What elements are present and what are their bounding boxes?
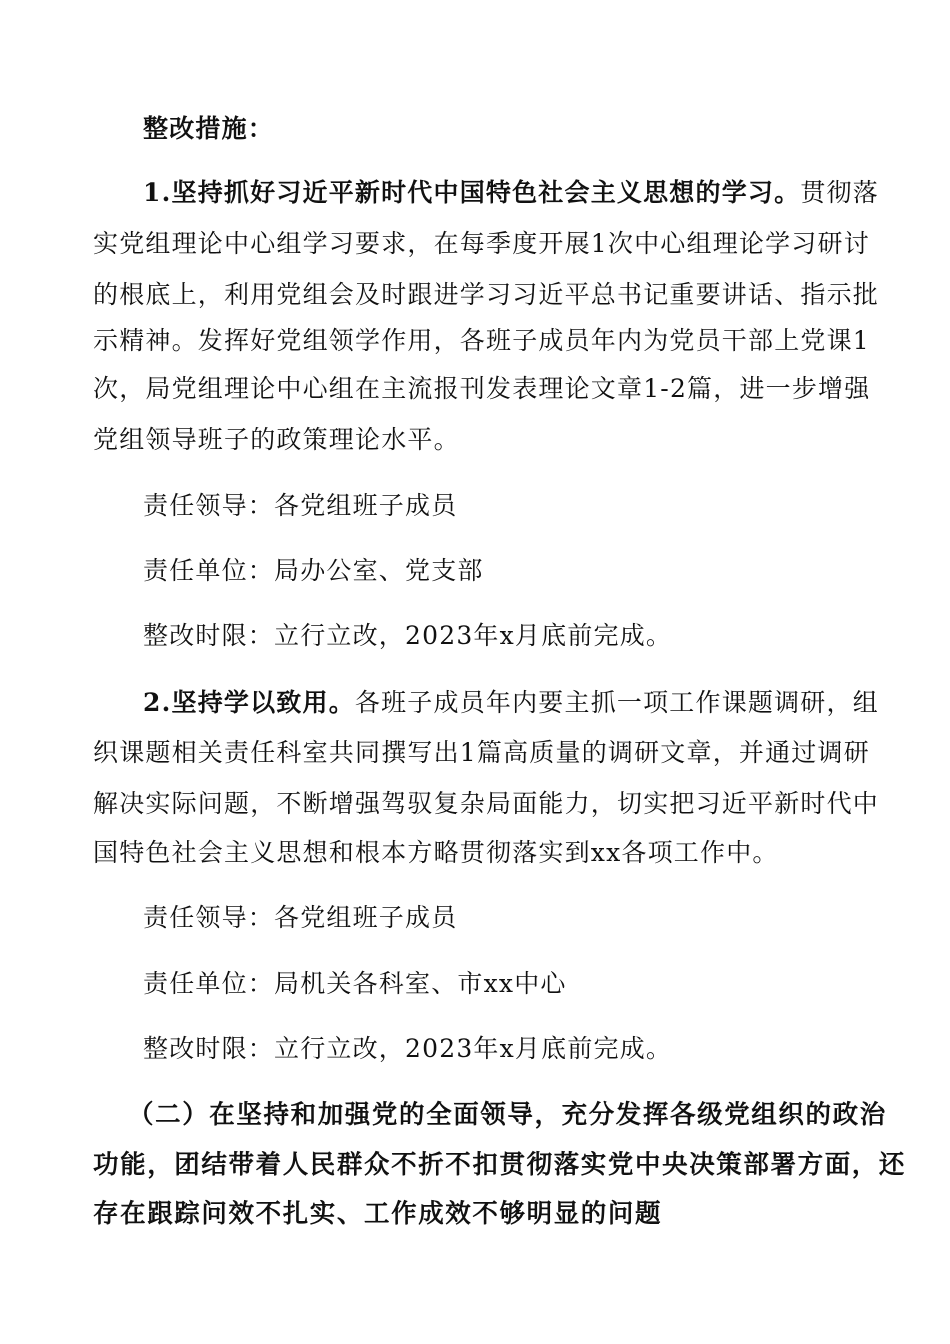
section2-heading-line1: （二）在坚持和加强党的全面领导，充分发挥各级党组织的政治 xyxy=(128,1100,887,1130)
item2-title: 2.坚持学以致用。 xyxy=(143,688,355,717)
item2-line4: 国特色社会主义思想和根本方略贯彻落实到xx各项工作中。 xyxy=(93,838,779,867)
item2-line1-rest: 各班子成员年内要主抓一项工作课题调研，组 xyxy=(354,688,879,717)
item2-first-line xyxy=(143,688,913,718)
item2-unit: 责任单位：局机关各科室、市xx中心 xyxy=(143,969,567,998)
item2-deadline: 整改时限：立行立改，2023年x月底前完成。 xyxy=(143,1034,673,1063)
item1-line5: 次，局党组理论中心组在主流报刊发表理论文章1-2篇，进一步增强 xyxy=(93,374,871,403)
section2-heading-line2: 功能，团结带着人民群众不折不扣贯彻落实党中央决策部署方面，还 xyxy=(93,1150,907,1180)
item1-line4: 示精神。发挥好党组领学作用，各班子成员年内为党员干部上党课1 xyxy=(93,326,870,355)
item1-title: 1.坚持抓好习近平新时代中国特色社会主义思想的学习。 xyxy=(143,178,801,207)
item2-line2: 织课题相关责任科室共同撰写出1篇高质量的调研文章，并通过调研 xyxy=(93,738,870,767)
item1-unit: 责任单位：局办公室、党支部 xyxy=(143,556,484,585)
item2-line3: 解决实际问题，不断增强驾驭复杂局面能力，切实把习近平新时代中 xyxy=(93,789,880,818)
item1-line2: 实党组理论中心组学习要求，在每季度开展1次中心组理论学习研讨 xyxy=(93,229,870,258)
item1-leader: 责任领导：各党组班子成员 xyxy=(143,491,458,520)
section2-heading-line3: 存在跟踪问效不扎实、工作成效不够明显的问题 xyxy=(93,1199,663,1229)
item1-line3: 的根底上，利用党组会及时跟进学习习近平总书记重要讲话、指示批 xyxy=(93,280,880,309)
item1-deadline: 整改时限：立行立改，2023年x月底前完成。 xyxy=(143,621,673,650)
item1-first-line xyxy=(143,178,913,208)
item1-line1-rest: 贯彻落 xyxy=(800,178,879,207)
item2-leader: 责任领导：各党组班子成员 xyxy=(143,903,458,932)
item1-line6: 党组领导班子的政策理论水平。 xyxy=(93,425,460,454)
measures-label: 整改措施： xyxy=(143,114,275,143)
